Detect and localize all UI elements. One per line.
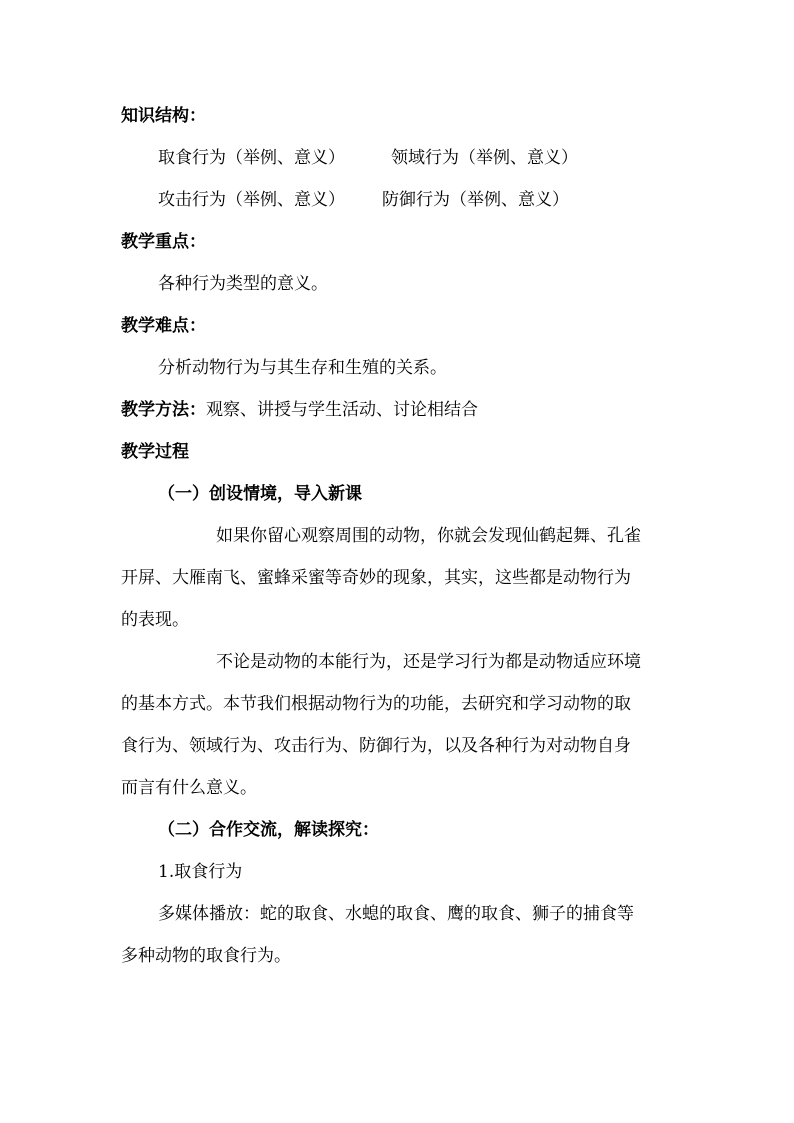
paragraph-line: 食行为、领域行为、攻击行为、防御行为，以及各种行为对动物自身 [121,736,631,756]
knowledge-item-feeding: 取食行为（举例、意义） [158,148,345,168]
key-point-heading: 教学重点： [121,232,206,252]
knowledge-heading: 知识结构： [121,106,206,126]
paragraph-line: 不论是动物的本能行为，还是学习行为都是动物适应环境 [216,652,641,672]
paragraph-line: 如果你留心观察周围的动物，你就会发现仙鹤起舞、孔雀 [216,526,641,546]
paragraph-line: 的表现。 [121,610,189,630]
paragraph-line: 的基本方式。本节我们根据动物行为的功能，去研究和学习动物的取 [121,694,631,714]
section2-title: （二）合作交流，解读探究： [158,820,379,840]
knowledge-item-defense: 防御行为（举例、意义） [382,190,569,210]
knowledge-item-attack: 攻击行为（举例、意义） [158,190,345,210]
difficulty-heading: 教学难点： [121,316,206,336]
key-point-text: 各种行为类型的意义。 [158,274,328,294]
paragraph-line: 多种动物的取食行为。 [121,946,291,966]
difficulty-text: 分析动物行为与其生存和生殖的关系。 [158,358,447,378]
method-heading: 教学方法： [121,400,206,420]
method-line [121,402,478,419]
knowledge-item-territory: 领域行为（举例、意义） [391,148,578,168]
section1-title: （一）创设情境，导入新课 [158,484,362,504]
method-text: 观察、讲授与学生活动、讨论相结合 [206,400,478,420]
paragraph-line: 多媒体播放：蛇的取食、水螅的取食、鹰的取食、狮子的捕食等 [158,904,634,924]
paragraph-line: 而言有什么意义。 [121,778,257,798]
list-item-feeding: 1.取食行为 [158,862,243,882]
process-heading: 教学过程 [121,442,189,462]
paragraph-line: 开屏、大雁南飞、蜜蜂采蜜等奇妙的现象，其实，这些都是动物行为 [121,568,631,588]
